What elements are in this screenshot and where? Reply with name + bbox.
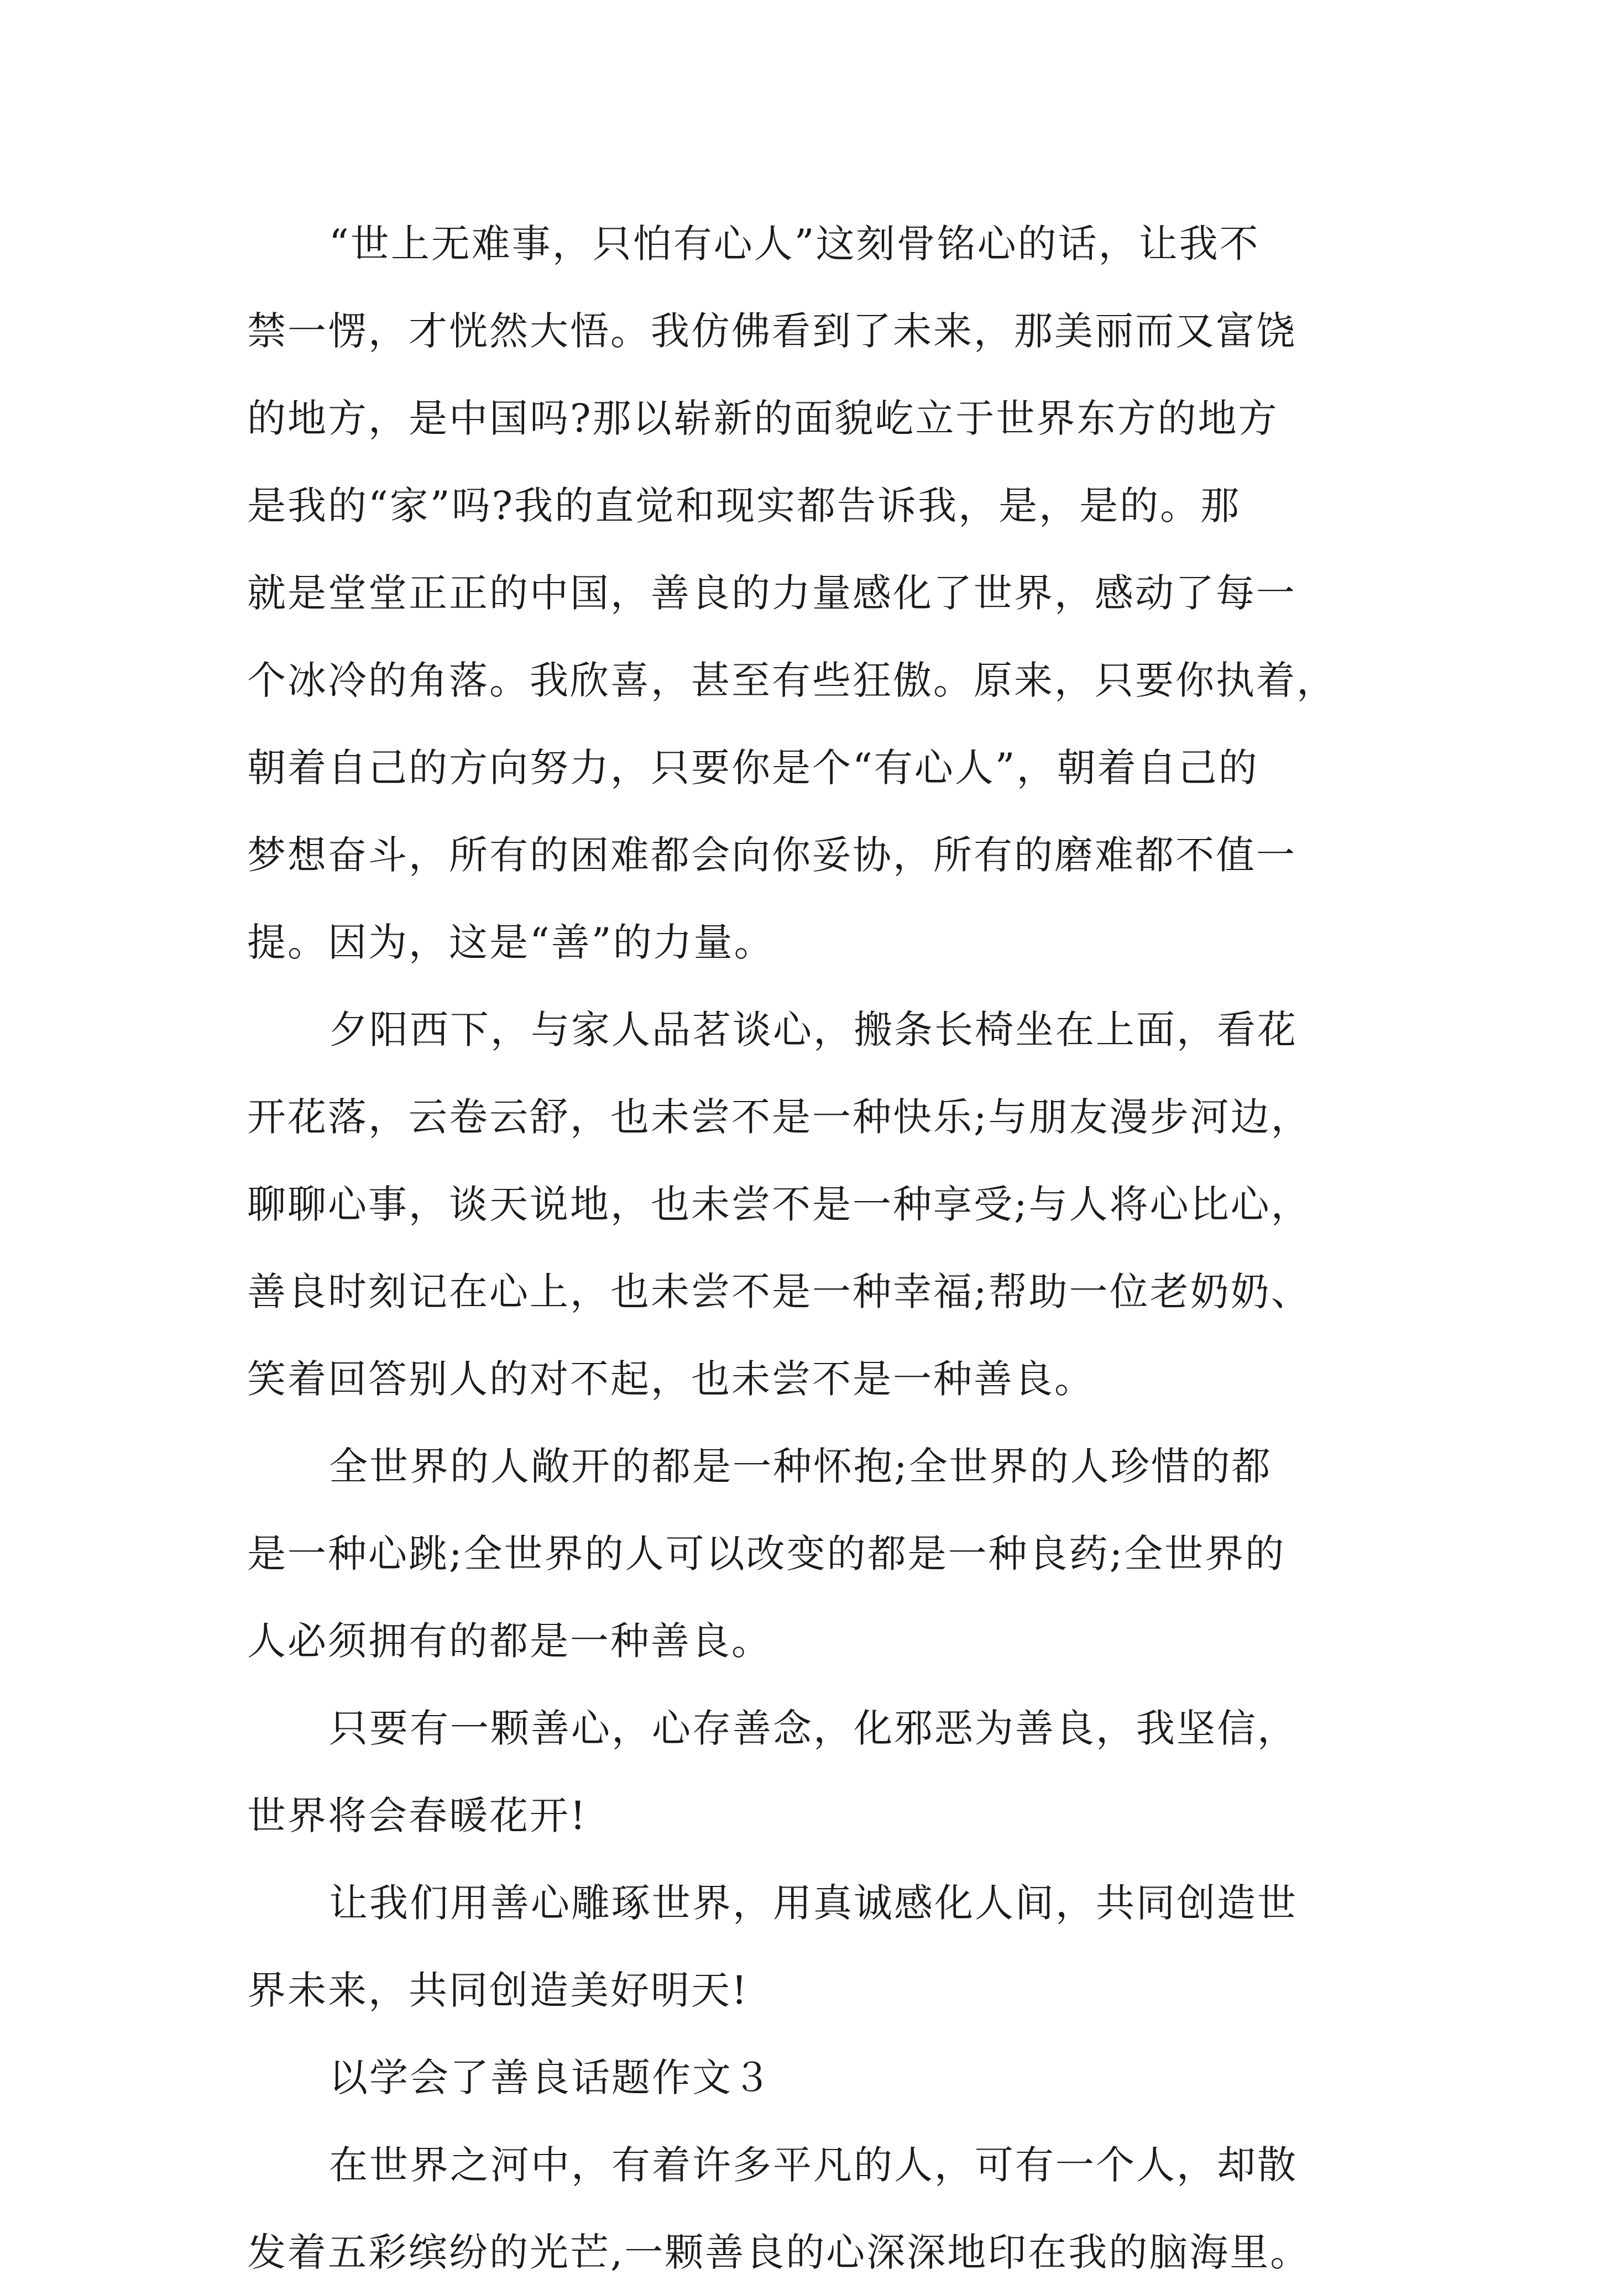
paragraph-6 xyxy=(247,2121,1371,2296)
text-line: 个冰冷的角落。我欣喜，甚至有些狂傲。原来，只要你执着， xyxy=(247,658,1337,703)
text-line: 就是堂堂正正的中国，善良的力量感化了世界，感动了每一 xyxy=(247,570,1296,616)
text-line: 只要有一颗善心，心存善念，化邪恶为善良，我坚信， xyxy=(329,1706,1298,1751)
paragraph-5 xyxy=(247,1859,1371,2034)
text-line: 是一种心跳;全世界的人可以改变的都是一种良药;全世界的 xyxy=(247,1531,1286,1576)
text-line: 人必须拥有的都是一种善良。 xyxy=(247,1618,772,1664)
text-line: 开花落，云卷云舒，也未尝不是一种快乐;与朋友漫步河边， xyxy=(247,1094,1311,1140)
paragraph-3 xyxy=(247,1423,1371,1685)
paragraph-1 xyxy=(247,200,1371,986)
text-line: 发着五彩缤纷的光芒,一颗善良的心深深地印在我的脑海里。 xyxy=(247,2230,1311,2275)
text-line: 笑着回答别人的对不起，也未尝不是一种善良。 xyxy=(247,1356,1095,1402)
heading-line: 以学会了善良话题作文３ xyxy=(329,2055,773,2100)
text-line: 全世界的人敞开的都是一种怀抱;全世界的人珍惜的都 xyxy=(329,1444,1272,1489)
text-line: 让我们用善心雕琢世界，用真诚感化人间，共同创造世 xyxy=(329,1880,1298,1926)
document-body xyxy=(247,200,1371,2296)
text-line: 的地方，是中国吗?那以崭新的面貌屹立于世界东方的地方 xyxy=(247,396,1279,441)
text-line: 提。因为，这是“善”的力量。 xyxy=(247,920,775,965)
section-heading xyxy=(247,2034,1371,2121)
text-line: 夕阳西下，与家人品茗谈心，搬条长椅坐在上面，看花 xyxy=(329,1007,1298,1052)
paragraph-4 xyxy=(247,1685,1371,1859)
text-line: 世界将会春暖花开! xyxy=(247,1793,588,1838)
text-line: 界未来，共同创造美好明天! xyxy=(247,1968,749,2013)
text-line: 是我的“家”吗?我的直觉和现实都告诉我，是，是的。那 xyxy=(247,483,1241,528)
text-line: 聊聊心事，谈天说地，也未尝不是一种享受;与人将心比心， xyxy=(247,1182,1311,1227)
text-line: 朝着自己的方向努力，只要你是个“有心人”，朝着自己的 xyxy=(247,745,1259,790)
text-line: 禁一愣，才恍然大悟。我仿佛看到了未来，那美丽而又富饶 xyxy=(247,308,1296,354)
paragraph-2 xyxy=(247,986,1371,1423)
text-line: 善良时刻记在心上，也未尝不是一种幸福;帮助一位老奶奶、 xyxy=(247,1269,1311,1314)
text-line: “世上无难事，只怕有心人”这刻骨铭心的话，让我不 xyxy=(329,221,1260,266)
text-line: 梦想奋斗，所有的困难都会向你妥协，所有的磨难都不值一 xyxy=(247,832,1296,878)
text-line: 在世界之河中，有着许多平凡的人，可有一个人，却散 xyxy=(329,2142,1298,2188)
